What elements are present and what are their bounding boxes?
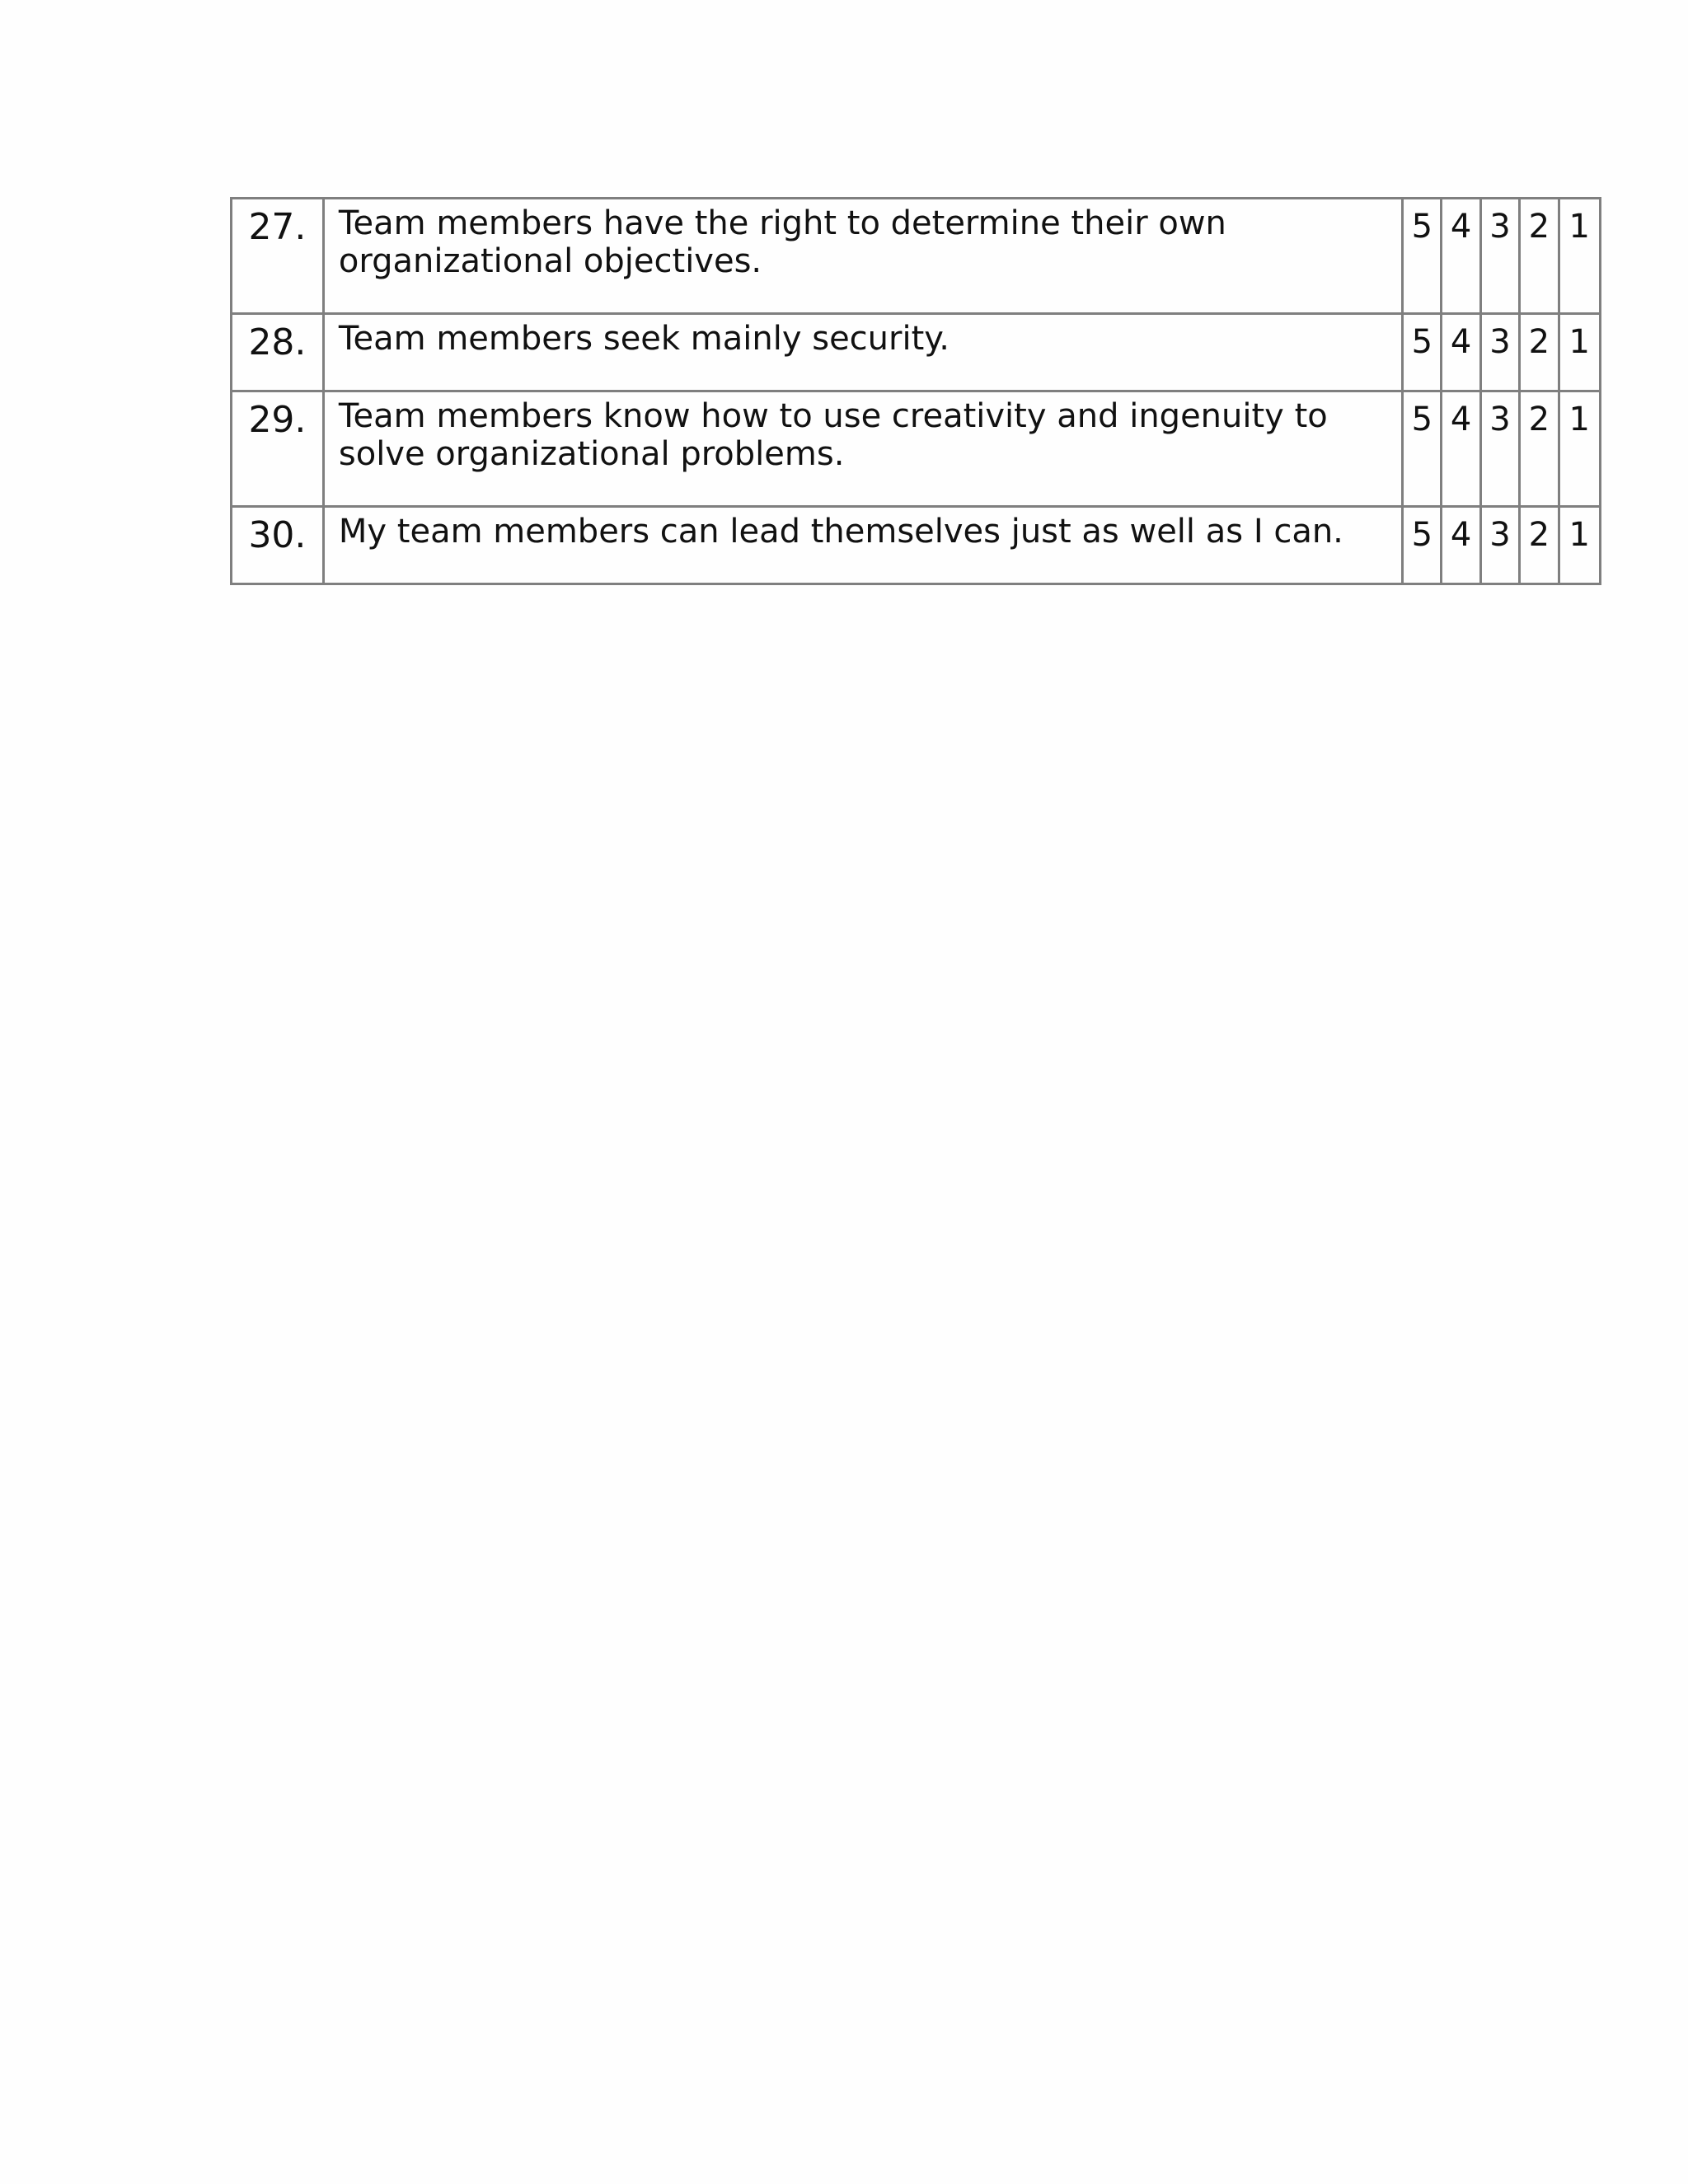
item-statement: Team members have the right to determine their own organizational objectives. — [323, 199, 1402, 314]
score-option-3[interactable]: 3 — [1480, 314, 1519, 391]
item-statement: Team members seek mainly security. — [323, 314, 1402, 391]
item-number: 29. — [232, 391, 324, 507]
table-row — [232, 507, 1601, 584]
score-option-2[interactable]: 2 — [1520, 314, 1559, 391]
item-statement: Team members know how to use creativity and ingenuity to solve organizational problems. — [323, 391, 1402, 507]
survey-table — [230, 197, 1601, 585]
score-option-4[interactable]: 4 — [1442, 199, 1480, 314]
score-option-5[interactable]: 5 — [1403, 391, 1442, 507]
table-row — [232, 391, 1601, 507]
score-option-1[interactable]: 1 — [1559, 507, 1600, 584]
score-option-3[interactable]: 3 — [1480, 507, 1519, 584]
score-option-3[interactable]: 3 — [1480, 391, 1519, 507]
score-option-5[interactable]: 5 — [1403, 199, 1442, 314]
score-option-2[interactable]: 2 — [1520, 391, 1559, 507]
item-number: 30. — [232, 507, 324, 584]
score-option-5[interactable]: 5 — [1403, 507, 1442, 584]
score-option-4[interactable]: 4 — [1442, 507, 1480, 584]
score-option-1[interactable]: 1 — [1559, 314, 1600, 391]
table-row — [232, 314, 1601, 391]
score-option-5[interactable]: 5 — [1403, 314, 1442, 391]
score-option-1[interactable]: 1 — [1559, 199, 1600, 314]
score-option-3[interactable]: 3 — [1480, 199, 1519, 314]
table-row — [232, 199, 1601, 314]
item-statement: My team members can lead themselves just as well as I can. — [323, 507, 1402, 584]
score-option-1[interactable]: 1 — [1559, 391, 1600, 507]
item-number: 27. — [232, 199, 324, 314]
item-number: 28. — [232, 314, 324, 391]
score-option-4[interactable]: 4 — [1442, 314, 1480, 391]
score-option-2[interactable]: 2 — [1520, 507, 1559, 584]
score-option-4[interactable]: 4 — [1442, 391, 1480, 507]
score-option-2[interactable]: 2 — [1520, 199, 1559, 314]
